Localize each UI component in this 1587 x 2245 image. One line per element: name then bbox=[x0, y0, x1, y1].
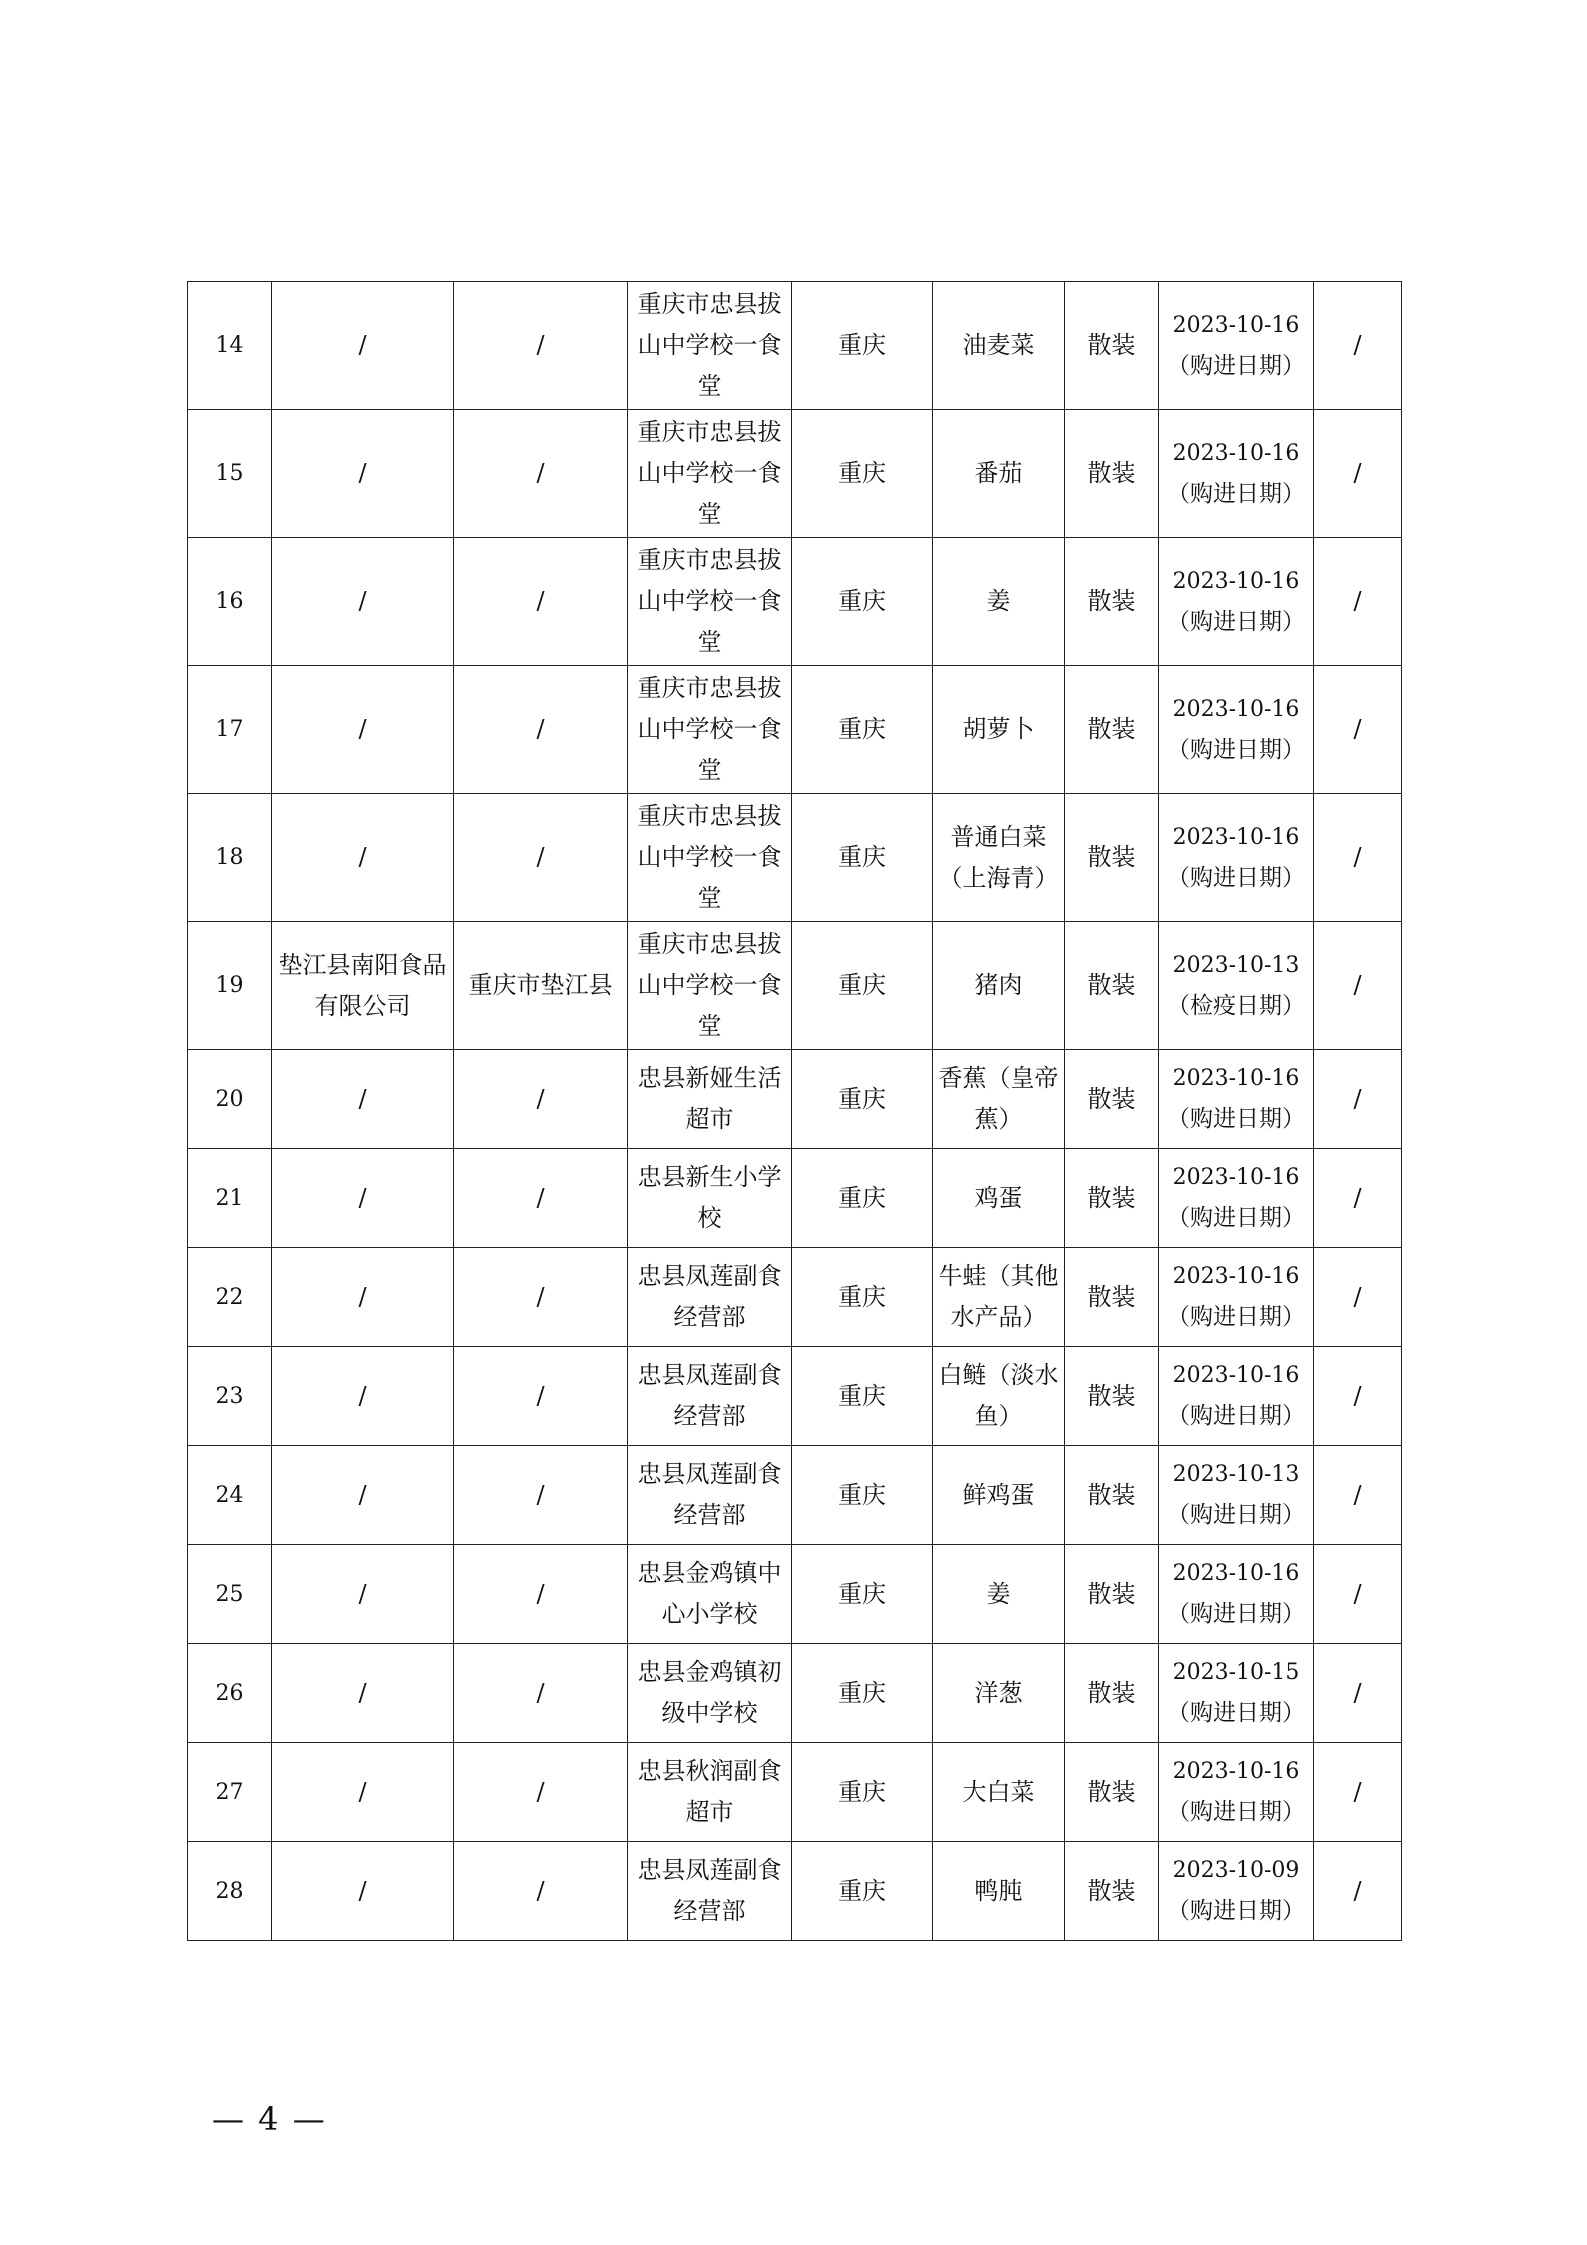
sampled-unit-name-cell: 忠县金鸡镇中心小学校 bbox=[628, 1545, 792, 1644]
table-row bbox=[188, 1743, 1402, 1842]
row-number-cell: 20 bbox=[188, 1050, 272, 1149]
trademark-cell: / bbox=[1314, 1050, 1402, 1149]
table-row bbox=[188, 666, 1402, 794]
producer-address-cell: / bbox=[454, 666, 628, 794]
table-row bbox=[188, 410, 1402, 538]
producer-name-cell: / bbox=[272, 1446, 454, 1545]
producer-address-cell: / bbox=[454, 1743, 628, 1842]
specification-cell: 散装 bbox=[1065, 1248, 1159, 1347]
specification-cell: 散装 bbox=[1065, 922, 1159, 1050]
food-name-cell: 大白菜 bbox=[933, 1743, 1065, 1842]
producer-name-cell: / bbox=[272, 1347, 454, 1446]
date-value: 2023-10-16 bbox=[1172, 440, 1300, 466]
producer-address-cell: / bbox=[454, 1149, 628, 1248]
row-number-cell: 25 bbox=[188, 1545, 272, 1644]
date-type: （检疫日期） bbox=[1167, 992, 1305, 1019]
trademark-cell: / bbox=[1314, 794, 1402, 922]
date-type: （购进日期） bbox=[1167, 1799, 1305, 1825]
date-type: （购进日期） bbox=[1167, 352, 1305, 379]
specification-cell: 散装 bbox=[1065, 1446, 1159, 1545]
row-number-cell: 24 bbox=[188, 1446, 272, 1545]
date-type: （购进日期） bbox=[1167, 1601, 1305, 1627]
producer-name-cell: / bbox=[272, 1248, 454, 1347]
date-type: （购进日期） bbox=[1167, 1205, 1305, 1231]
food-name-cell: 香蕉（皇帝蕉） bbox=[933, 1050, 1065, 1149]
date-type: （购进日期） bbox=[1167, 1304, 1305, 1330]
sampled-unit-name-cell: 忠县新娅生活超市 bbox=[628, 1050, 792, 1149]
producer-address-cell: / bbox=[454, 1050, 628, 1149]
specification-cell: 散装 bbox=[1065, 666, 1159, 794]
row-number-cell: 15 bbox=[188, 410, 272, 538]
producer-name-cell: / bbox=[272, 410, 454, 538]
production-date-cell bbox=[1159, 1644, 1314, 1743]
row-number-cell: 18 bbox=[188, 794, 272, 922]
date-value: 2023-10-16 bbox=[1172, 312, 1300, 338]
trademark-cell: / bbox=[1314, 282, 1402, 410]
specification-cell: 散装 bbox=[1065, 1743, 1159, 1842]
production-date-cell bbox=[1159, 282, 1314, 410]
sampled-unit-name-cell: 忠县金鸡镇初级中学校 bbox=[628, 1644, 792, 1743]
date-type: （购进日期） bbox=[1167, 736, 1305, 763]
specification-cell: 散装 bbox=[1065, 1644, 1159, 1743]
production-date-cell bbox=[1159, 1842, 1314, 1941]
sampled-unit-name-cell: 重庆市忠县拔山中学校一食堂 bbox=[628, 922, 792, 1050]
date-type: （购进日期） bbox=[1167, 1106, 1305, 1132]
date-value: 2023-10-13 bbox=[1172, 952, 1300, 978]
table-row bbox=[188, 1050, 1402, 1149]
producer-name-cell: / bbox=[272, 1644, 454, 1743]
food-name-cell: 鸭肫 bbox=[933, 1842, 1065, 1941]
sampled-unit-name-cell: 重庆市忠县拔山中学校一食堂 bbox=[628, 666, 792, 794]
producer-name-cell: / bbox=[272, 1050, 454, 1149]
sampled-unit-name-cell: 忠县秋润副食超市 bbox=[628, 1743, 792, 1842]
production-date-cell bbox=[1159, 794, 1314, 922]
production-date-cell bbox=[1159, 1149, 1314, 1248]
trademark-cell: / bbox=[1314, 1842, 1402, 1941]
date-value: 2023-10-16 bbox=[1172, 824, 1300, 850]
sampled-region-cell: 重庆 bbox=[792, 1149, 933, 1248]
row-number-cell: 23 bbox=[188, 1347, 272, 1446]
food-name-cell: 牛蛙（其他水产品） bbox=[933, 1248, 1065, 1347]
food-name-cell: 胡萝卜 bbox=[933, 666, 1065, 794]
producer-address-cell: / bbox=[454, 794, 628, 922]
date-value: 2023-10-16 bbox=[1172, 568, 1300, 594]
row-number-cell: 21 bbox=[188, 1149, 272, 1248]
producer-address-cell: / bbox=[454, 1545, 628, 1644]
producer-name-cell: / bbox=[272, 1842, 454, 1941]
trademark-cell: / bbox=[1314, 1743, 1402, 1842]
trademark-cell: / bbox=[1314, 1446, 1402, 1545]
row-number-cell: 22 bbox=[188, 1248, 272, 1347]
food-name-cell: 姜 bbox=[933, 538, 1065, 666]
sampled-unit-name-cell: 重庆市忠县拔山中学校一食堂 bbox=[628, 282, 792, 410]
sampled-unit-name-cell: 重庆市忠县拔山中学校一食堂 bbox=[628, 794, 792, 922]
food-name-cell: 普通白菜（上海青） bbox=[933, 794, 1065, 922]
sampled-region-cell: 重庆 bbox=[792, 1743, 933, 1842]
date-type: （购进日期） bbox=[1167, 1502, 1305, 1528]
producer-name-cell: / bbox=[272, 538, 454, 666]
food-name-cell: 番茄 bbox=[933, 410, 1065, 538]
trademark-cell: / bbox=[1314, 1545, 1402, 1644]
food-name-cell: 油麦菜 bbox=[933, 282, 1065, 410]
specification-cell: 散装 bbox=[1065, 1149, 1159, 1248]
date-value: 2023-10-16 bbox=[1172, 1264, 1300, 1289]
producer-address-cell: / bbox=[454, 1446, 628, 1545]
sampling-results-table bbox=[187, 281, 1402, 1941]
sampled-unit-name-cell: 重庆市忠县拔山中学校一食堂 bbox=[628, 410, 792, 538]
specification-cell: 散装 bbox=[1065, 1842, 1159, 1941]
sampled-unit-name-cell: 忠县凤莲副食经营部 bbox=[628, 1842, 792, 1941]
row-number-cell: 16 bbox=[188, 538, 272, 666]
sampled-region-cell: 重庆 bbox=[792, 794, 933, 922]
producer-name-cell: / bbox=[272, 666, 454, 794]
row-number-cell: 27 bbox=[188, 1743, 272, 1842]
production-date-cell bbox=[1159, 1050, 1314, 1149]
producer-name-cell: / bbox=[272, 282, 454, 410]
producer-address-cell: / bbox=[454, 1347, 628, 1446]
production-date-cell bbox=[1159, 666, 1314, 794]
food-name-cell: 洋葱 bbox=[933, 1644, 1065, 1743]
table-row bbox=[188, 282, 1402, 410]
date-value: 2023-10-16 bbox=[1172, 1759, 1300, 1784]
producer-name-cell: / bbox=[272, 1545, 454, 1644]
sampled-unit-name-cell: 忠县新生小学校 bbox=[628, 1149, 792, 1248]
producer-address-cell: 重庆市垫江县 bbox=[454, 922, 628, 1050]
date-type: （购进日期） bbox=[1167, 480, 1305, 507]
table-row bbox=[188, 1842, 1402, 1941]
table-row bbox=[188, 1644, 1402, 1743]
producer-address-cell: / bbox=[454, 282, 628, 410]
specification-cell: 散装 bbox=[1065, 1545, 1159, 1644]
trademark-cell: / bbox=[1314, 1644, 1402, 1743]
production-date-cell bbox=[1159, 410, 1314, 538]
producer-address-cell: / bbox=[454, 1644, 628, 1743]
date-type: （购进日期） bbox=[1167, 1403, 1305, 1429]
date-type: （购进日期） bbox=[1167, 864, 1305, 891]
specification-cell: 散装 bbox=[1065, 538, 1159, 666]
sampled-region-cell: 重庆 bbox=[792, 282, 933, 410]
specification-cell: 散装 bbox=[1065, 1050, 1159, 1149]
date-value: 2023-10-16 bbox=[1172, 1165, 1300, 1190]
sampled-region-cell: 重庆 bbox=[792, 410, 933, 538]
food-name-cell: 姜 bbox=[933, 1545, 1065, 1644]
production-date-cell bbox=[1159, 538, 1314, 666]
sampled-region-cell: 重庆 bbox=[792, 1050, 933, 1149]
sampled-region-cell: 重庆 bbox=[792, 1248, 933, 1347]
table-row bbox=[188, 1347, 1402, 1446]
production-date-cell bbox=[1159, 1545, 1314, 1644]
producer-name-cell: 垫江县南阳食品有限公司 bbox=[272, 922, 454, 1050]
table-row bbox=[188, 538, 1402, 666]
table-row bbox=[188, 794, 1402, 922]
date-type: （购进日期） bbox=[1167, 1898, 1305, 1924]
trademark-cell: / bbox=[1314, 538, 1402, 666]
production-date-cell bbox=[1159, 1446, 1314, 1545]
trademark-cell: / bbox=[1314, 1149, 1402, 1248]
food-name-cell: 鸡蛋 bbox=[933, 1149, 1065, 1248]
production-date-cell bbox=[1159, 1743, 1314, 1842]
specification-cell: 散装 bbox=[1065, 1347, 1159, 1446]
producer-name-cell: / bbox=[272, 1149, 454, 1248]
trademark-cell: / bbox=[1314, 922, 1402, 1050]
trademark-cell: / bbox=[1314, 410, 1402, 538]
date-value: 2023-10-16 bbox=[1172, 1561, 1300, 1586]
production-date-cell bbox=[1159, 1347, 1314, 1446]
page-number: — 4 — bbox=[212, 2100, 327, 2138]
specification-cell: 散装 bbox=[1065, 794, 1159, 922]
table-row bbox=[188, 1446, 1402, 1545]
table-row bbox=[188, 922, 1402, 1050]
trademark-cell: / bbox=[1314, 1347, 1402, 1446]
row-number-cell: 17 bbox=[188, 666, 272, 794]
specification-cell: 散装 bbox=[1065, 282, 1159, 410]
specification-cell: 散装 bbox=[1065, 410, 1159, 538]
sampled-unit-name-cell: 重庆市忠县拔山中学校一食堂 bbox=[628, 538, 792, 666]
sampled-region-cell: 重庆 bbox=[792, 1446, 933, 1545]
row-number-cell: 14 bbox=[188, 282, 272, 410]
sampled-region-cell: 重庆 bbox=[792, 1347, 933, 1446]
food-name-cell: 白鲢（淡水鱼） bbox=[933, 1347, 1065, 1446]
table-row bbox=[188, 1545, 1402, 1644]
production-date-cell bbox=[1159, 1248, 1314, 1347]
sampled-region-cell: 重庆 bbox=[792, 1545, 933, 1644]
producer-address-cell: / bbox=[454, 538, 628, 666]
table-row bbox=[188, 1248, 1402, 1347]
sampled-region-cell: 重庆 bbox=[792, 1644, 933, 1743]
date-type: （购进日期） bbox=[1167, 608, 1305, 635]
sampled-unit-name-cell: 忠县凤莲副食经营部 bbox=[628, 1248, 792, 1347]
date-value: 2023-10-09 bbox=[1172, 1858, 1300, 1883]
food-name-cell: 猪肉 bbox=[933, 922, 1065, 1050]
date-type: （购进日期） bbox=[1167, 1700, 1305, 1726]
date-value: 2023-10-13 bbox=[1172, 1462, 1300, 1487]
food-name-cell: 鲜鸡蛋 bbox=[933, 1446, 1065, 1545]
row-number-cell: 26 bbox=[188, 1644, 272, 1743]
date-value: 2023-10-16 bbox=[1172, 1066, 1300, 1091]
producer-address-cell: / bbox=[454, 1842, 628, 1941]
row-number-cell: 28 bbox=[188, 1842, 272, 1941]
row-number-cell: 19 bbox=[188, 922, 272, 1050]
sampled-unit-name-cell: 忠县凤莲副食经营部 bbox=[628, 1347, 792, 1446]
trademark-cell: / bbox=[1314, 1248, 1402, 1347]
date-value: 2023-10-15 bbox=[1172, 1660, 1300, 1685]
production-date-cell bbox=[1159, 922, 1314, 1050]
date-value: 2023-10-16 bbox=[1172, 696, 1300, 722]
sampled-unit-name-cell: 忠县凤莲副食经营部 bbox=[628, 1446, 792, 1545]
producer-name-cell: / bbox=[272, 794, 454, 922]
trademark-cell: / bbox=[1314, 666, 1402, 794]
producer-address-cell: / bbox=[454, 1248, 628, 1347]
producer-name-cell: / bbox=[272, 1743, 454, 1842]
sampled-region-cell: 重庆 bbox=[792, 666, 933, 794]
date-value: 2023-10-16 bbox=[1172, 1363, 1300, 1388]
sampled-region-cell: 重庆 bbox=[792, 538, 933, 666]
sampled-region-cell: 重庆 bbox=[792, 922, 933, 1050]
sampled-region-cell: 重庆 bbox=[792, 1842, 933, 1941]
table-row bbox=[188, 1149, 1402, 1248]
producer-address-cell: / bbox=[454, 410, 628, 538]
